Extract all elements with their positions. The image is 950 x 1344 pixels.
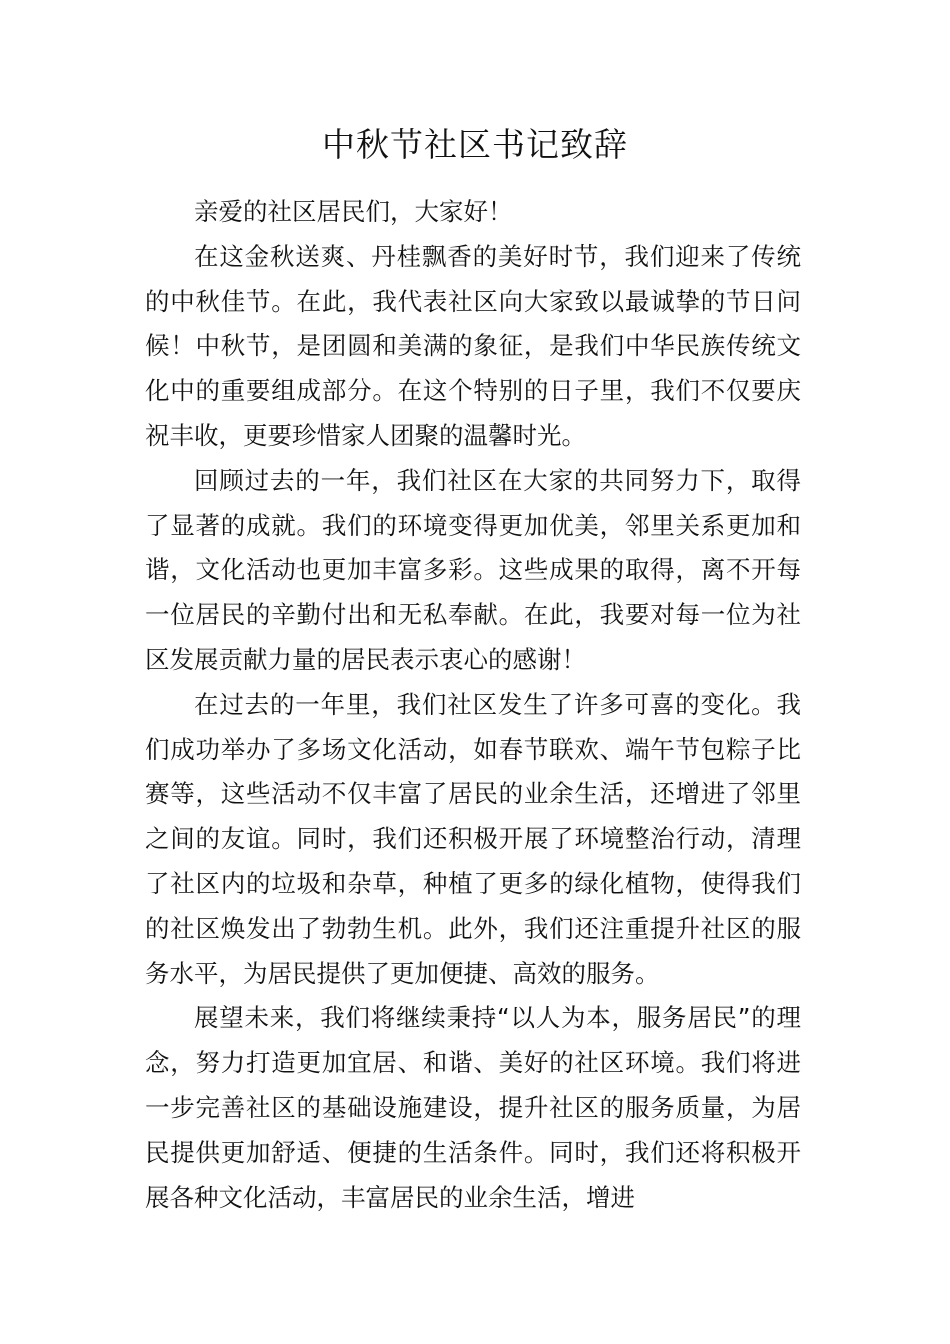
- paragraph-review: 回顾过去的一年，我们社区在大家的共同努力下，取得了显著的成就。我们的环境变得更加优美，邻里关系更加和谐，文化活动也更加丰富多彩。这些成果的取得，离不开每一位居民的辛勤付出和无私奉献。在此，我要对每一位为社区发展贡献力量的居民表示衷心的感谢！: [145, 465, 801, 674]
- paragraph-greeting: 亲爱的社区居民们，大家好！: [194, 197, 513, 226]
- paragraph-outlook: 展望未来，我们将继续秉持“以人为本，服务居民”的理念，努力打造更加宜居、和谐、美好的社区环境。我们将进一步完善社区的基础设施建设，提升社区的服务质量，为居民提供更加舒适、便捷的生活条件。同时，我们还将积极开展各种文化活动，丰富居民的业余生活，增进: [145, 1003, 801, 1212]
- document-body: [145, 190, 801, 1220]
- document-title: 中秋节社区书记致辞: [322, 125, 628, 164]
- paragraph-changes: 在过去的一年里，我们社区发生了许多可喜的变化。我们成功举办了多场文化活动，如春节联欢、端午节包粽子比赛等，这些活动不仅丰富了居民的业余生活，还增进了邻里之间的友谊。同时，我们还积极开展了环境整治行动，清理了社区内的垃圾和杂草，种植了更多的绿化植物，使得我们的社区焕发出了勃勃生机。此外，我们还注重提升社区的服务水平，为居民提供了更加便捷、高效的服务。: [145, 689, 801, 988]
- paragraph-festival-greeting: 在这金秋送爽、丹桂飘香的美好时节，我们迎来了传统的中秋佳节。在此，我代表社区向大家致以最诚挚的节日问候！中秋节，是团圆和美满的象征，是我们中华民族传统文化中的重要组成部分。在这个特别的日子里，我们不仅要庆祝丰收，更要珍惜家人团聚的温馨时光。: [145, 241, 801, 450]
